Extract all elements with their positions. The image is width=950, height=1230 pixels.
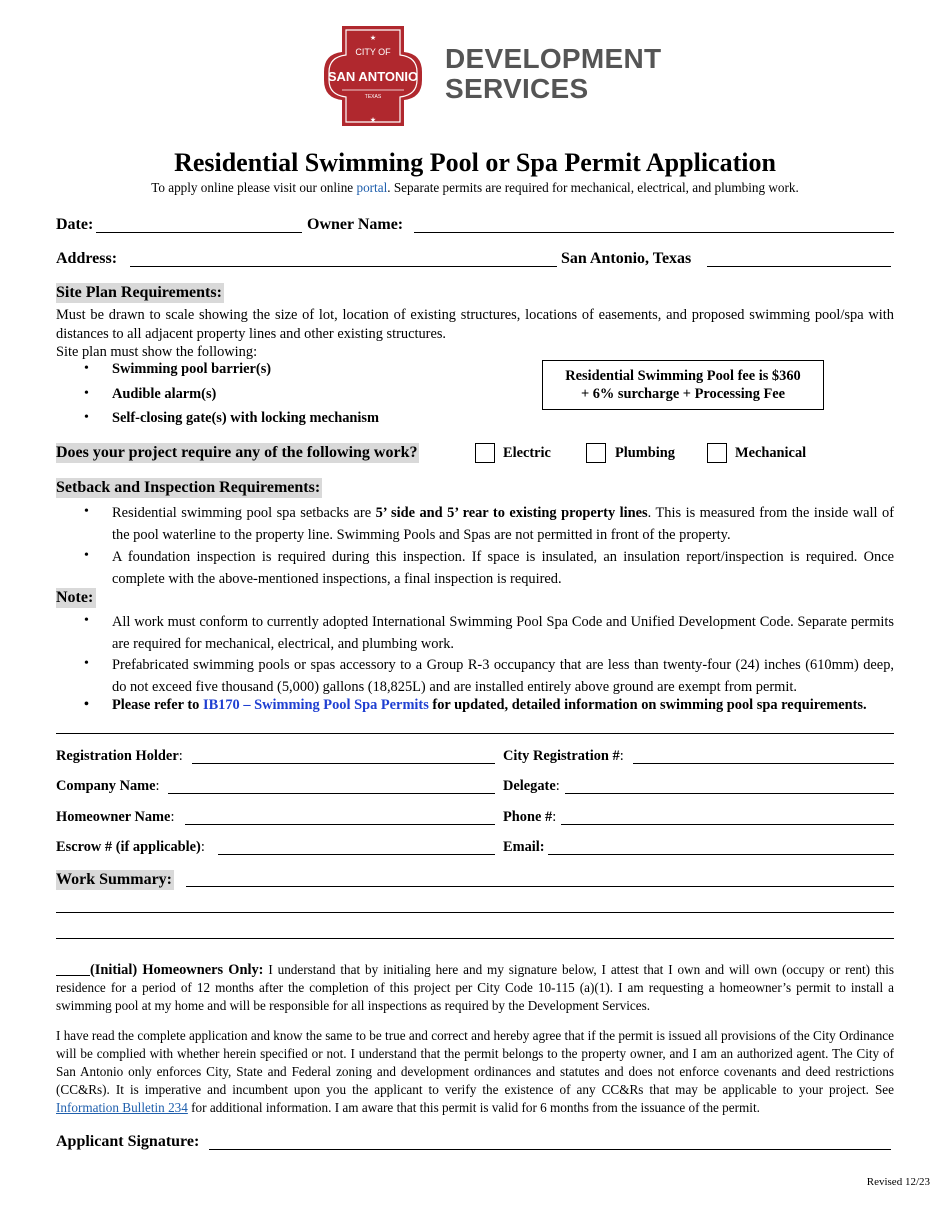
logo-city-of: CITY OF <box>355 47 391 57</box>
colon: : <box>170 809 175 825</box>
phone-text: Phone # <box>503 809 553 825</box>
email-field[interactable] <box>548 854 894 855</box>
ib170-link[interactable]: IB170 – Swimming Pool Spa Permits <box>202 697 429 713</box>
site-plan-heading: Site Plan Requirements: <box>56 284 222 301</box>
bullet-icon: • <box>84 504 89 519</box>
svg-text:★: ★ <box>369 35 377 42</box>
setback-heading: Setback and Inspection Requirements: <box>56 479 321 496</box>
bullet-icon: • <box>84 697 89 712</box>
bullet-icon: • <box>84 386 89 401</box>
site-plan-item: Audible alarm(s) <box>112 386 217 402</box>
address-label: Address: <box>56 250 118 267</box>
plumbing-checkbox[interactable] <box>586 443 606 463</box>
bullet-icon: • <box>84 656 89 671</box>
city-registration-field[interactable] <box>633 763 894 764</box>
colon: : <box>552 809 557 825</box>
bullet-icon: • <box>84 361 89 376</box>
colon: : <box>555 778 560 794</box>
colon: : <box>619 748 624 764</box>
bullet-icon: • <box>84 613 89 628</box>
bullet-icon: • <box>84 410 89 425</box>
homeowner-name-text: Homeowner Name <box>56 809 171 825</box>
bullet-icon: • <box>84 548 89 563</box>
setback-text-after: . This is measured from the inside wall of the pool waterline to the property line. Swimming Pools and Spas are not permitted in front of the property. <box>112 505 894 543</box>
city-registration-label <box>503 748 624 765</box>
svg-text:★: ★ <box>369 117 377 124</box>
note-text-after: for updated, detailed information on swimming pool spa requirements. <box>428 697 867 713</box>
initial-label: (Initial) Homeowners Only: <box>90 962 264 978</box>
company-name-text: Company Name <box>56 778 156 794</box>
homeowner-name-label <box>56 809 174 826</box>
work-summary-label: Work Summary: <box>56 871 172 888</box>
fee-box <box>542 360 824 410</box>
company-name-field[interactable] <box>168 793 495 794</box>
work-summary-line-2[interactable] <box>56 912 894 913</box>
logo-city-name: SAN ANTONIO <box>327 69 419 84</box>
agreement-body-after: for additional information. I am aware that this permit is valid for 6 months from the issuance of the permit. <box>187 1100 760 1115</box>
site-plan-intro: Site plan must show the following: <box>56 344 258 360</box>
note-item-3 <box>112 696 894 714</box>
logo-state: TEXAS <box>364 94 382 100</box>
mechanical-label: Mechanical <box>735 445 807 461</box>
registration-holder-field[interactable] <box>192 763 495 764</box>
phone-field[interactable] <box>561 824 894 825</box>
homeowner-text: I understand that by initialing here and my signature below, I attest that I own and will own (occupy or rent) this residence for a period of 12 months after the completion of this project per City Code 10-115 (a)(1). I am requesting a homeowner’s permit to install a swimming pool at my home and will be responsible for all inspections as required by the Development Services. <box>56 962 895 1013</box>
phone-label <box>503 809 556 826</box>
note-heading: Note: <box>56 588 96 608</box>
signature-label: Applicant Signature: <box>56 1133 200 1150</box>
fee-line1: Residential Swimming Pool fee is $360 <box>565 368 801 384</box>
address-field[interactable] <box>130 266 557 267</box>
electric-label: Electric <box>503 445 551 461</box>
note-item-2: Prefabricated swimming pools or spas accessory to a Group R-3 occupancy that are less than twenty-four (24) inches (610mm) deep, do not exceed five thousand (5,000) gallons (18,825L) and are installed entirely above ground are exempt from permit. <box>112 657 894 695</box>
setback-item-2: A foundation inspection is required during this inspection. If space is insulated, an insulation report/inspection is required. Once complete with the above-mentioned inspections, a final inspection is required. <box>112 549 894 587</box>
city-logo <box>312 22 434 130</box>
dept-line2: SERVICES <box>445 73 589 104</box>
electric-checkbox[interactable] <box>475 443 495 463</box>
registration-holder-text: Registration Holder <box>56 748 179 764</box>
signature-field[interactable] <box>209 1149 891 1150</box>
portal-link[interactable]: portal <box>356 180 388 195</box>
homeowner-name-field[interactable] <box>185 824 495 825</box>
subtitle-text: To apply online please visit our online <box>151 180 357 195</box>
dept-line1: DEVELOPMENT <box>445 43 662 74</box>
work-summary-line-1[interactable] <box>186 886 894 887</box>
city-seal-icon <box>312 22 434 130</box>
note-item-1: All work must conform to currently adopted International Swimming Pool Spa Code and Unified Development Code. Separate permits are required for mechanical, electrical, and plumbing work. <box>112 614 894 652</box>
page-title: Residential Swimming Pool or Spa Permit Application <box>174 148 776 177</box>
fee-line2: + 6% surcharge + Processing Fee <box>580 386 786 402</box>
zip-field[interactable] <box>707 266 891 267</box>
setback-item-1 <box>112 502 894 546</box>
revision-note: Revised 12/23 <box>866 1176 930 1188</box>
colon: : <box>155 778 160 794</box>
agreement-body: I have read the complete application and know the same to be true and correct and hereby agree that if the permit is issued all provisions of the City Ordinance will be complied with whether herein specified or not. I understand that the permit belongs to the property owner, and I am an authorized agent. The City of San Antonio only enforces City, State and Federal zoning and development ordinances and statutes and does not enforce covenants and deed restrictions (CC&Rs). It is imperative and incumbent upon you the applicant to verify the existence of any CC&Rs that may be applicable to your project. See <box>56 1028 894 1097</box>
email-label: Email: <box>503 839 545 855</box>
subtitle <box>0 180 950 196</box>
escrow-label <box>56 839 205 856</box>
site-plan-text: Must be drawn to scale showing the size of lot, location of existing structures, locations of easements, and proposed swimming pool/spa with distances to all adjacent property lines and other existing structures. <box>56 307 894 342</box>
colon: : <box>178 748 183 764</box>
owner-name-field[interactable] <box>414 232 894 233</box>
setback-distance: 5’ side and 5’ rear to existing property lines <box>375 505 648 521</box>
date-field[interactable] <box>96 232 302 233</box>
agreement-text <box>56 1027 894 1117</box>
setback-text: Residential swimming pool spa setbacks are <box>112 505 376 521</box>
delegate-field[interactable] <box>565 793 894 794</box>
work-summary-line-3[interactable] <box>56 938 894 939</box>
company-name-label <box>56 778 160 795</box>
escrow-field[interactable] <box>218 854 495 855</box>
note-text: Please refer to <box>112 697 203 713</box>
department-name <box>445 44 661 104</box>
site-plan-item: Swimming pool barrier(s) <box>112 361 272 377</box>
delegate-text: Delegate <box>503 778 556 794</box>
owner-name-label: Owner Name: <box>307 216 404 233</box>
section-divider <box>56 733 894 734</box>
escrow-text: Escrow # (if applicable) <box>56 839 201 855</box>
delegate-label <box>503 778 560 795</box>
site-plan-item: Self-closing gate(s) with locking mechanism <box>112 410 380 426</box>
city-registration-text: City Registration # <box>503 748 620 764</box>
work-question: Does your project require any of the following work? <box>56 444 418 461</box>
date-label: Date: <box>56 216 94 233</box>
plumbing-label: Plumbing <box>615 445 675 461</box>
mechanical-checkbox[interactable] <box>707 443 727 463</box>
registration-holder-label <box>56 748 183 765</box>
subtitle-text-after: . Separate permits are required for mechanical, electrical, and plumbing work. <box>387 180 799 195</box>
homeowner-statement <box>56 961 894 1015</box>
city-state-label: San Antonio, Texas <box>561 250 692 267</box>
information-bulletin-link[interactable]: Information Bulletin 234 <box>56 1100 188 1115</box>
colon: : <box>200 839 205 855</box>
